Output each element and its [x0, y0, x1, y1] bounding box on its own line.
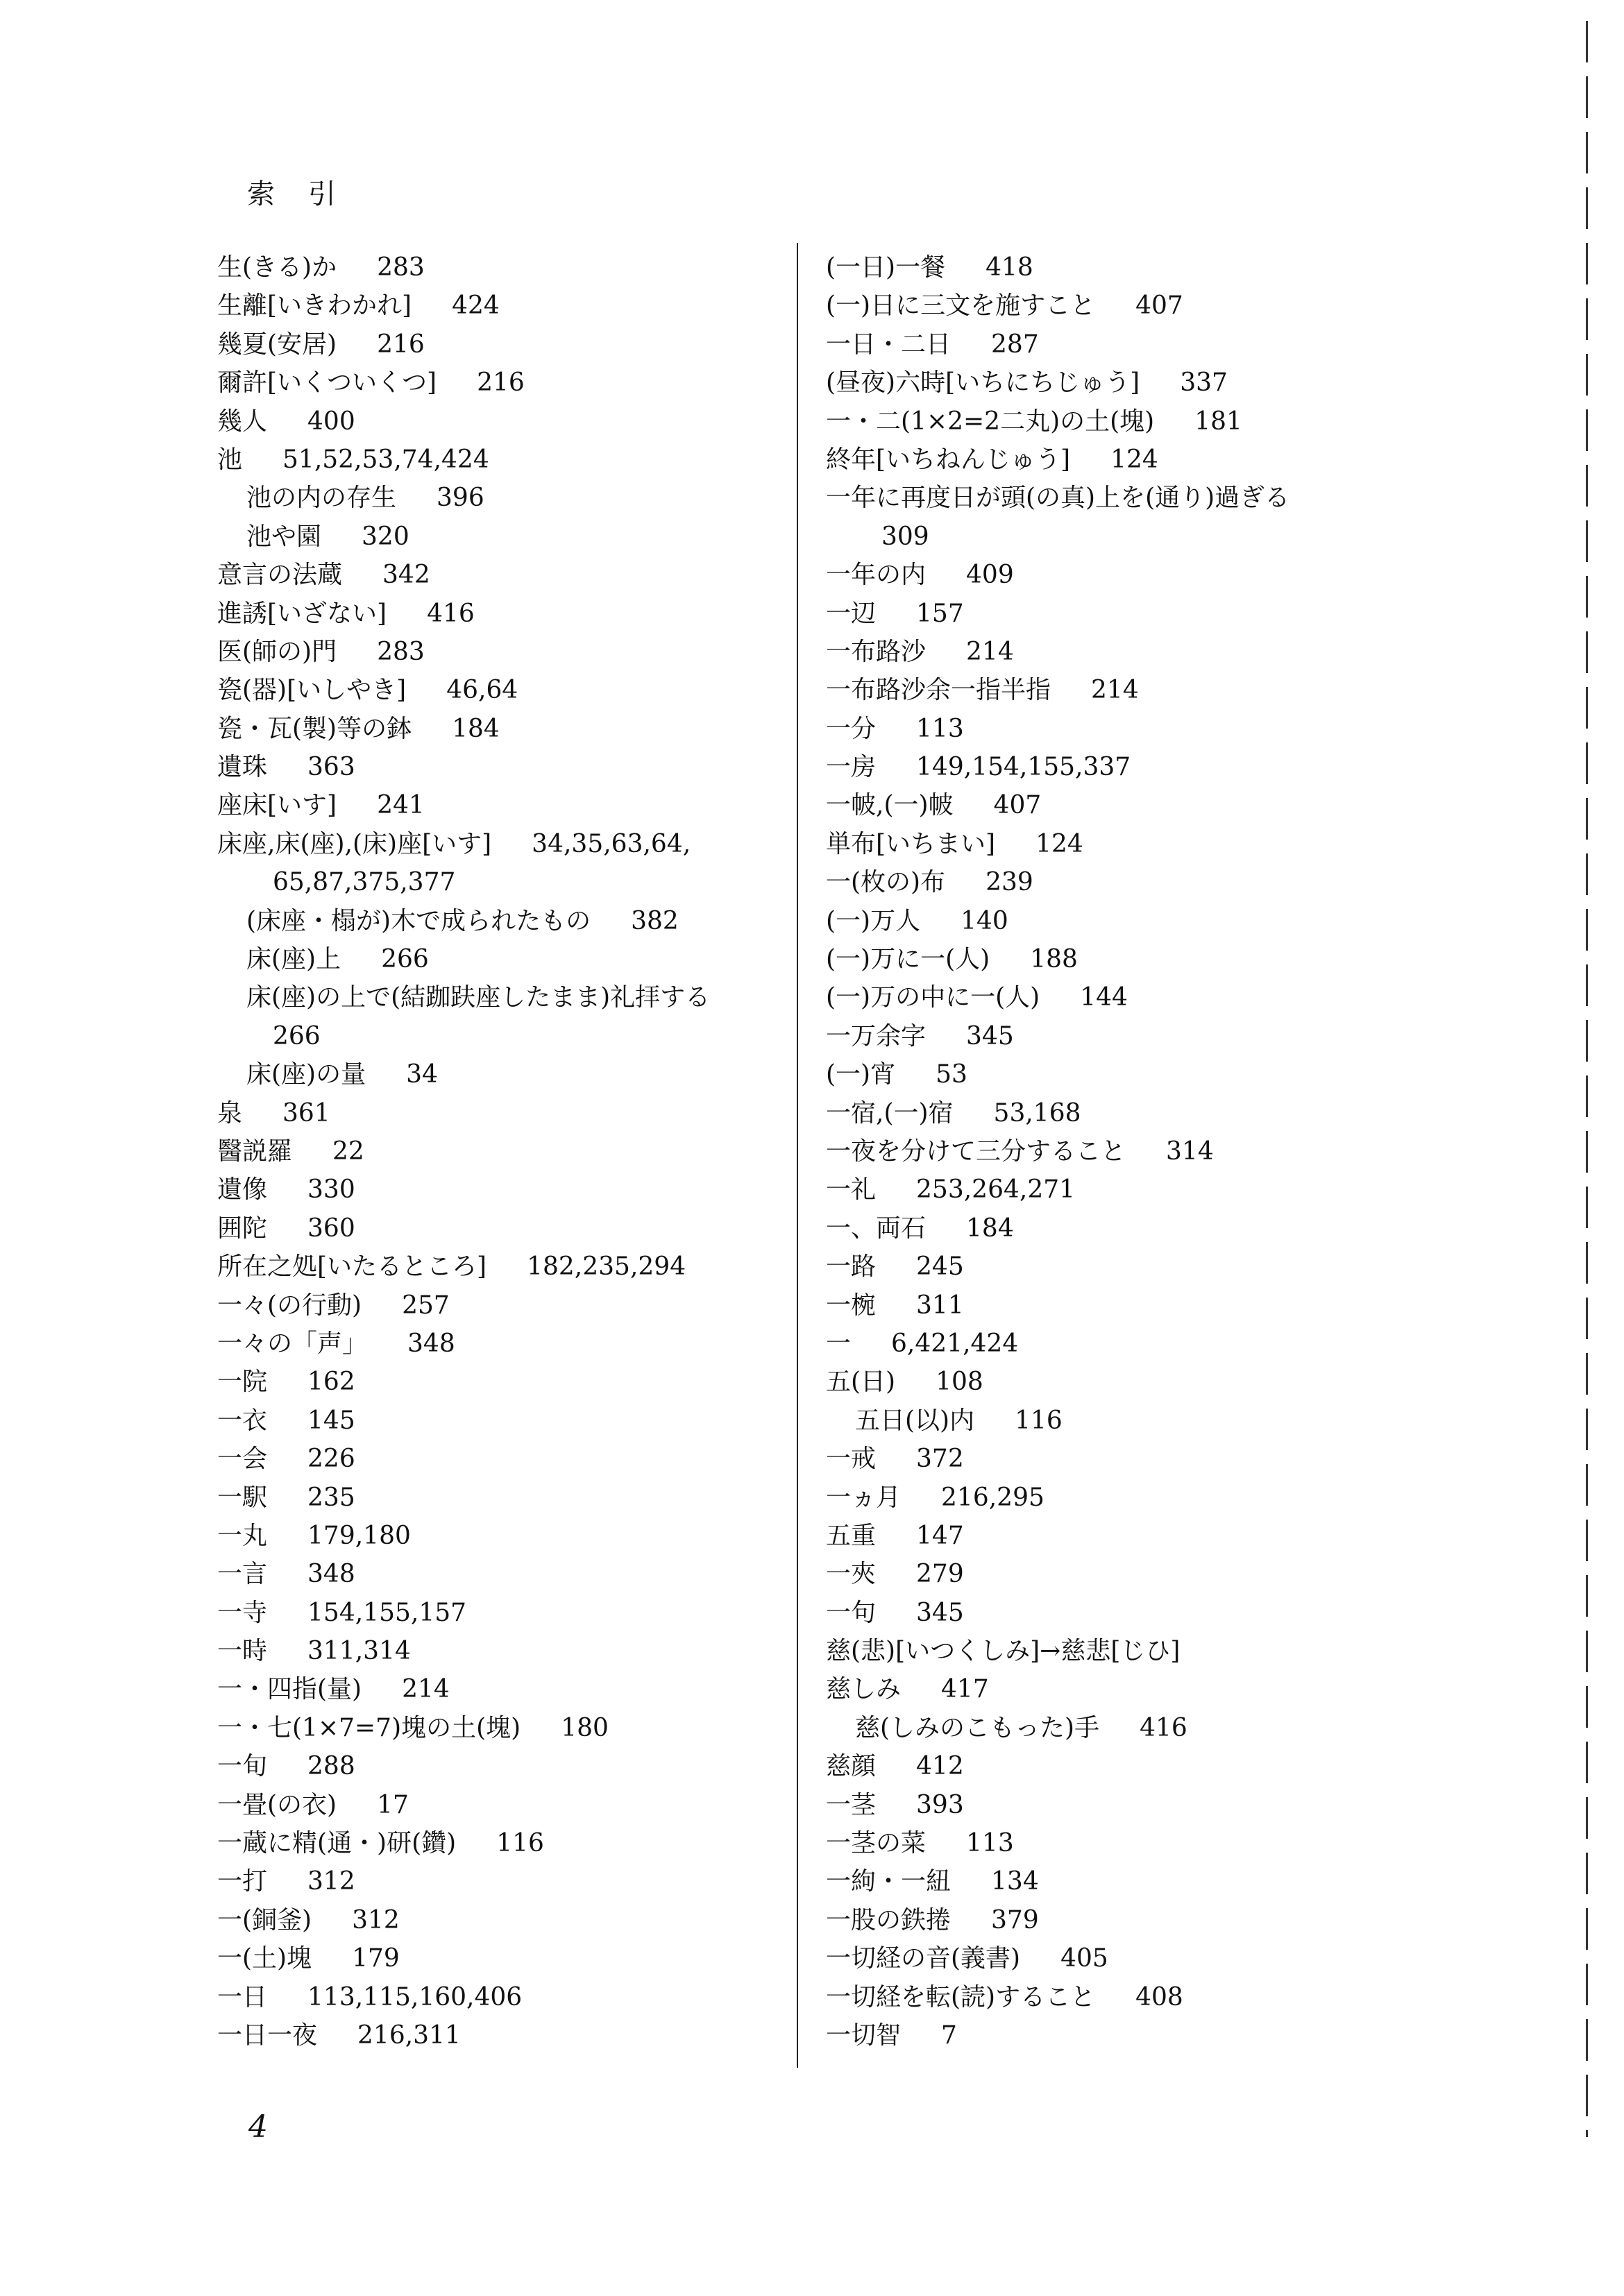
index-entry — [826, 633, 1402, 671]
index-term: 医(師の)門 — [217, 637, 337, 666]
index-entry — [826, 1402, 1402, 1440]
index-entry — [217, 1824, 766, 1862]
index-page-refs: 363 — [307, 753, 355, 782]
index-page-refs: 337 — [1180, 368, 1228, 398]
index-entry — [217, 1632, 766, 1670]
index-term: 一衣 — [217, 1406, 268, 1435]
index-entry — [217, 748, 766, 786]
index-term: 一夾 — [826, 1560, 877, 1589]
index-page-refs: 53 — [936, 1060, 967, 1089]
index-page-refs: 113 — [966, 1829, 1014, 1858]
index-page-refs: 239 — [986, 868, 1033, 897]
index-entry — [217, 1286, 766, 1325]
index-term: 一茎 — [826, 1790, 877, 1819]
index-term: 一年の内 — [826, 561, 927, 590]
index-term: 一絇・一紐 — [826, 1867, 951, 1896]
index-entry — [826, 287, 1402, 325]
index-term: 一年に再度日が頭(の真)上を(通り)過ぎる — [826, 484, 1290, 513]
index-entry — [826, 1017, 1402, 1055]
index-page-refs: 412 — [916, 1752, 964, 1781]
index-entry — [826, 1209, 1402, 1248]
index-page-refs: 314 — [1166, 1137, 1214, 1166]
index-term: 遺珠 — [217, 753, 268, 782]
index-page-refs: 22 — [332, 1137, 364, 1166]
index-entry — [217, 1670, 766, 1708]
index-page-refs: 257 — [402, 1291, 450, 1320]
index-page-refs: 216 — [377, 330, 425, 359]
index-term: 一(土)塊 — [217, 1944, 312, 1973]
index-term: (一)万に一(人) — [826, 945, 990, 974]
index-entry — [217, 786, 766, 824]
index-page-refs: 253,264,271 — [916, 1175, 1076, 1205]
index-term: 瓷・瓦(製)等の鉢 — [217, 714, 412, 743]
index-page-refs: 179 — [352, 1944, 400, 1973]
index-entry — [217, 710, 766, 748]
index-page-refs: 396 — [437, 484, 484, 513]
index-term: 一日・二日 — [826, 330, 951, 359]
index-term: 終年[いちねんじゅう] — [826, 445, 1071, 474]
index-entry — [217, 1209, 766, 1248]
index-page-refs: 34 — [406, 1060, 438, 1089]
index-page-refs: 17 — [377, 1790, 409, 1819]
index-term: 幾人 — [217, 407, 268, 436]
index-page-refs: 188 — [1030, 945, 1078, 974]
index-entry — [217, 671, 766, 709]
index-entry — [217, 1402, 766, 1440]
index-page-refs: 283 — [377, 253, 425, 282]
index-term: 65,87,375,377 — [273, 868, 456, 897]
index-page-refs: 407 — [1135, 291, 1183, 321]
index-page-refs: 288 — [307, 1752, 355, 1781]
index-page-refs: 279 — [916, 1560, 964, 1589]
index-entry — [217, 518, 766, 556]
index-entry — [217, 325, 766, 364]
index-page-refs: 154,155,157 — [307, 1598, 467, 1627]
index-entry — [217, 1517, 766, 1555]
index-page-refs: 348 — [307, 1560, 355, 1589]
index-term: 爾許[いくついくつ] — [217, 368, 437, 398]
index-entry — [217, 1055, 766, 1094]
index-entry — [217, 479, 766, 517]
index-term: 床座,床(座),(床)座[いす] — [217, 829, 492, 858]
index-entry — [217, 940, 766, 978]
index-term: 慈しみ — [826, 1675, 902, 1704]
index-term: 一会 — [217, 1445, 268, 1474]
index-page-refs: 216,295 — [941, 1483, 1044, 1512]
index-term: 一帔,(一)帔 — [826, 791, 954, 820]
index-term: (一)宵 — [826, 1060, 896, 1089]
index-term: 進誘[いざない] — [217, 599, 387, 628]
index-entry — [826, 248, 1402, 287]
index-page-refs: 113 — [916, 714, 964, 743]
index-term: 五重 — [826, 1521, 877, 1550]
index-page-refs: 162 — [307, 1368, 355, 1397]
index-column-right — [826, 248, 1402, 2055]
index-entry — [826, 441, 1402, 479]
index-entry — [826, 1555, 1402, 1593]
index-entry — [217, 863, 766, 901]
index-term: 慈顔 — [826, 1752, 877, 1781]
index-entry — [217, 441, 766, 479]
index-entry — [217, 825, 766, 863]
index-term: (一)万人 — [826, 906, 921, 935]
index-entry — [217, 595, 766, 633]
index-term: 五日(以)内 — [855, 1406, 975, 1435]
index-entry — [826, 1055, 1402, 1094]
index-page-refs: 311 — [916, 1291, 964, 1320]
index-entry — [826, 1670, 1402, 1708]
index-entry — [217, 1363, 766, 1401]
index-page-refs: 180 — [561, 1713, 609, 1742]
index-term: 一切経の音(義書) — [826, 1944, 1021, 1973]
index-column-left — [217, 248, 766, 2055]
index-term: 一辺 — [826, 599, 877, 628]
index-page-refs: 235 — [307, 1483, 355, 1512]
index-term: 意言の法蔵 — [217, 561, 343, 590]
index-term: 幾夏(安居) — [217, 330, 337, 359]
index-entry — [826, 786, 1402, 824]
index-term: (昼夜)六時[いちにちじゅう] — [826, 368, 1140, 398]
page-number: 4 — [248, 2109, 268, 2145]
index-entry — [826, 1440, 1402, 1478]
index-entry — [217, 1901, 766, 1939]
index-term: 生離[いきわかれ] — [217, 291, 412, 321]
index-entry — [826, 1786, 1402, 1824]
index-entry — [217, 1747, 766, 1785]
index-entry — [217, 287, 766, 325]
column-divider — [797, 243, 798, 2068]
index-term: 一万余字 — [826, 1021, 927, 1051]
index-page-refs: 184 — [452, 714, 500, 743]
index-page-refs: 226 — [307, 1445, 355, 1474]
index-entry — [826, 1094, 1402, 1132]
index-term: 一句 — [826, 1598, 877, 1627]
index-term: 一路 — [826, 1252, 877, 1282]
index-entry — [826, 978, 1402, 1017]
index-term: 一ヵ月 — [826, 1483, 902, 1512]
index-entry — [217, 1786, 766, 1824]
index-term: 一院 — [217, 1368, 268, 1397]
index-term: 瓷(器)[いしやき] — [217, 676, 407, 705]
index-entry — [826, 1939, 1402, 1978]
index-term: 一、両石 — [826, 1214, 927, 1243]
index-term: 一股の鉄捲 — [826, 1905, 951, 1934]
index-page-refs: 145 — [307, 1406, 355, 1435]
index-term: 床(座)の量 — [246, 1060, 366, 1089]
index-term: 池の内の存生 — [246, 484, 397, 513]
index-term: (一)万の中に一(人) — [826, 983, 1040, 1012]
index-entry — [217, 2016, 766, 2055]
index-entry — [826, 1978, 1402, 2016]
index-entry — [217, 1440, 766, 1478]
index-entry — [217, 1325, 766, 1363]
index-page-refs: 345 — [916, 1598, 964, 1627]
index-page-refs: 400 — [307, 407, 355, 436]
index-page-refs: 382 — [631, 906, 679, 935]
index-term: 一旬 — [217, 1752, 268, 1781]
index-page-refs: 116 — [496, 1829, 544, 1858]
index-term: 遺像 — [217, 1175, 268, 1205]
index-page-refs: 311,314 — [307, 1637, 411, 1666]
index-term: 慈(悲)[いつくしみ]→慈悲[じひ] — [826, 1637, 1181, 1666]
index-term: (一日)一餐 — [826, 253, 946, 282]
index-page-refs: 405 — [1060, 1944, 1108, 1973]
index-page-refs: 113,115,160,406 — [307, 1982, 523, 2012]
index-page-refs: 51,52,53,74,424 — [282, 445, 489, 474]
index-page-refs: 407 — [993, 791, 1042, 820]
index-term: 床(座)上 — [246, 945, 341, 974]
page-edge-line — [1586, 21, 1588, 2137]
index-page-refs: 181 — [1194, 407, 1242, 436]
index-term: 一・四指(量) — [217, 1675, 362, 1704]
index-term: (一)日に三文を施すこと — [826, 291, 1096, 321]
index-entry — [217, 248, 766, 287]
index-term: 五(日) — [826, 1368, 896, 1397]
index-page-refs: 416 — [1140, 1713, 1187, 1742]
index-entry — [826, 325, 1402, 364]
index-entry — [217, 1709, 766, 1747]
index-term: 一駅 — [217, 1483, 268, 1512]
index-entry — [217, 364, 766, 402]
index-entry — [826, 1325, 1402, 1363]
index-term: 一戒 — [826, 1445, 877, 1474]
index-term: 醫説羅 — [217, 1137, 293, 1166]
index-page-refs: 416 — [427, 599, 475, 628]
index-term: 池や園 — [246, 522, 322, 551]
index-term: 一時 — [217, 1637, 268, 1666]
index-term: 一布路沙余一指半指 — [826, 676, 1051, 705]
index-page-refs: 157 — [916, 599, 964, 628]
index-entry — [826, 1286, 1402, 1325]
index-entry — [826, 1363, 1402, 1401]
index-term: 一・七(1×7=7)塊の土(塊) — [217, 1713, 521, 1742]
index-term: (床座・榻が)木で成られたもの — [246, 906, 591, 935]
index-term: 座床[いす] — [217, 791, 337, 820]
index-page-refs: 330 — [307, 1175, 355, 1205]
index-page-refs: 393 — [916, 1790, 964, 1819]
index-entry — [217, 1132, 766, 1171]
index-term: 一切経を転(読)すること — [826, 1982, 1096, 2012]
index-term: 囲陀 — [217, 1214, 268, 1243]
index-term: 床(座)の上で(結跏趺座したまま)礼拝する — [246, 983, 711, 1012]
index-page-refs: 140 — [961, 906, 1008, 935]
index-page-refs: 184 — [966, 1214, 1014, 1243]
index-page-refs: 312 — [352, 1905, 400, 1934]
index-term: 一茎の菜 — [826, 1829, 927, 1858]
index-page-refs: 345 — [966, 1021, 1014, 1051]
index-page-refs: 53,168 — [993, 1098, 1081, 1128]
index-term: 一房 — [826, 753, 877, 782]
index-entry — [826, 1709, 1402, 1747]
index-entry — [826, 364, 1402, 402]
index-term: 一礼 — [826, 1175, 877, 1205]
index-entry — [826, 1862, 1402, 1900]
index-term: 一椀 — [826, 1291, 877, 1320]
index-term: 一打 — [217, 1867, 268, 1896]
index-entry — [217, 1094, 766, 1132]
index-entry — [217, 402, 766, 441]
index-page-refs: 424 — [452, 291, 500, 321]
index-entry — [826, 2016, 1402, 2055]
index-term: 慈(しみのこもった)手 — [855, 1713, 1100, 1742]
index-page-refs: 379 — [991, 1905, 1039, 1934]
index-page-refs: 182,235,294 — [527, 1252, 686, 1282]
index-page-refs: 134 — [991, 1867, 1039, 1896]
index-term: 単布[いちまい] — [826, 829, 996, 858]
index-entry — [826, 402, 1402, 441]
index-term: 一・二(1×2=2二丸)の土(塊) — [826, 407, 1155, 436]
index-entry — [826, 825, 1402, 863]
index-term: 一宿,(一)宿 — [826, 1098, 954, 1128]
index-entry — [217, 1939, 766, 1978]
index-term: 池 — [217, 445, 243, 474]
index-entry — [217, 556, 766, 594]
index-term: 一畳(の衣) — [217, 1790, 337, 1819]
index-entry — [217, 902, 766, 940]
index-page-refs: 241 — [377, 791, 425, 820]
index-page-refs: 216 — [477, 368, 525, 398]
index-entry — [826, 1132, 1402, 1171]
index-page-refs: 149,154,155,337 — [916, 753, 1131, 782]
index-term: 一分 — [826, 714, 877, 743]
index-term: 一 — [826, 1329, 852, 1358]
index-term: 一蔵に精(通・)研(鑽) — [217, 1829, 457, 1858]
index-entry — [826, 518, 1402, 556]
index-page-refs: 6,421,424 — [891, 1329, 1019, 1358]
index-term: 一寺 — [217, 1598, 268, 1627]
index-entry — [826, 1479, 1402, 1517]
index-entry — [217, 1594, 766, 1632]
index-term: 生(きる)か — [217, 253, 337, 282]
index-page-refs: 116 — [1015, 1406, 1063, 1435]
index-page-refs: 418 — [986, 253, 1033, 282]
index-term: 309 — [881, 522, 929, 551]
index-term: 所在之処[いたるところ] — [217, 1252, 487, 1282]
index-page-refs: 124 — [1035, 829, 1083, 858]
index-term: 一日一夜 — [217, 2021, 318, 2050]
index-page-refs: 147 — [916, 1521, 964, 1550]
index-page-refs: 320 — [362, 522, 409, 551]
index-page-refs: 46,64 — [446, 676, 518, 705]
index-entry — [217, 1479, 766, 1517]
index-page-refs: 342 — [382, 561, 430, 590]
index-entry — [217, 1862, 766, 1900]
index-term: 一々(の行動) — [217, 1291, 362, 1320]
page-header: 索引 — [247, 178, 369, 210]
index-entry — [826, 710, 1402, 748]
index-entry — [826, 863, 1402, 901]
index-page-refs: 312 — [307, 1867, 355, 1896]
index-page-refs: 7 — [941, 2021, 957, 2050]
index-entry — [826, 1517, 1402, 1555]
index-entry — [217, 1248, 766, 1286]
index-entry — [826, 1594, 1402, 1632]
index-term: 泉 — [217, 1098, 243, 1128]
index-entry — [826, 1747, 1402, 1785]
index-page-refs: 372 — [916, 1445, 964, 1474]
index-term: 一切智 — [826, 2021, 902, 2050]
index-entry — [826, 595, 1402, 633]
index-page-refs: 124 — [1110, 445, 1158, 474]
index-page-refs: 287 — [991, 330, 1039, 359]
index-entry — [826, 556, 1402, 594]
index-entry — [217, 1017, 766, 1055]
index-entry — [826, 1901, 1402, 1939]
index-entry — [826, 940, 1402, 978]
index-entry — [826, 1248, 1402, 1286]
index-term: 一言 — [217, 1560, 268, 1589]
index-entry — [826, 748, 1402, 786]
index-entry — [826, 671, 1402, 709]
index-term: 一日 — [217, 1982, 268, 2012]
index-term: 一丸 — [217, 1521, 268, 1550]
index-page-refs: 214 — [966, 637, 1014, 666]
index-page-refs: 108 — [936, 1368, 983, 1397]
index-term: 一(銅釜) — [217, 1905, 312, 1934]
index-page-refs: 216,311 — [357, 2021, 461, 2050]
index-page-refs: 179,180 — [307, 1521, 411, 1550]
index-page-refs: 214 — [1091, 676, 1139, 705]
index-entry — [826, 479, 1402, 517]
index-entry — [217, 1171, 766, 1209]
index-page-refs: 214 — [402, 1675, 450, 1704]
index-entry — [217, 1978, 766, 2016]
index-page-refs: 360 — [307, 1214, 355, 1243]
index-entry — [826, 1632, 1402, 1670]
index-entry — [217, 978, 766, 1017]
index-entry — [826, 1824, 1402, 1862]
index-entry — [826, 902, 1402, 940]
index-entry — [217, 1555, 766, 1593]
index-term: 一布路沙 — [826, 637, 927, 666]
index-page-refs: 408 — [1135, 1982, 1183, 2012]
index-page-refs: 348 — [407, 1329, 455, 1358]
index-entry — [217, 633, 766, 671]
index-page-refs: 283 — [377, 637, 425, 666]
index-page-refs: 417 — [941, 1675, 989, 1704]
index-page-refs: 361 — [282, 1098, 330, 1128]
index-term: 一々の「声」 — [217, 1329, 368, 1358]
index-page-refs: 245 — [916, 1252, 964, 1282]
index-term: 一(枚の)布 — [826, 868, 946, 897]
index-page-refs: 266 — [381, 945, 429, 974]
index-page-refs: 409 — [966, 561, 1014, 590]
index-term: 一夜を分けて三分すること — [826, 1137, 1126, 1166]
index-page-refs: 34,35,63,64, — [532, 829, 691, 858]
index-entry — [826, 1171, 1402, 1209]
index-term: 266 — [273, 1021, 321, 1051]
index-page-refs: 144 — [1080, 983, 1128, 1012]
